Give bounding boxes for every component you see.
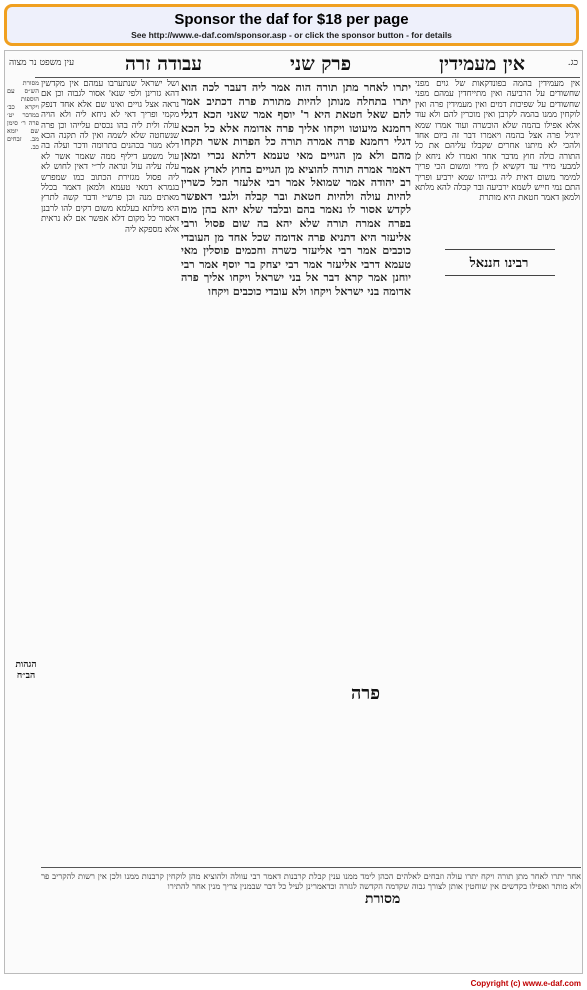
header-chapter-number: פרק שני [290, 52, 352, 75]
rabbenu-chananel-heading: רבינו חננאל [469, 256, 529, 271]
para-heading: פרה [351, 683, 380, 704]
sponsor-banner-title[interactable]: Sponsor the daf for $18 per page [174, 11, 409, 28]
tosafot-commentary: ושל ישראל שנתערבו עמהם אין מקדשין דהא גזרינן ולפי שנא' אסור לגבוה וכן אם נראה אצל גויים ואינו שם אלא אחד דנפק מקמי ופריך דאי לא ניחא ליה ולא הויה עולה ולית ליה בהו נכסים עלייהו וכן פרה שנשחטה שלא לשמה ואין לה תקנה הכא דלא מגזר בכהנים בתרומה ודכר ועלה בה עול משמע דיליף ממה שאמר אשר לא עלה עליה עול ונראה לר״י דאין לחוש לא ליה פסול מגזירת הכתוב כמו שמפרש בגמרא דמאי טעמא ולמאן דאמר בכלל מאתים מנה וכן פרש״י ודבר קשה לתרץ היא מילתא בעלמא משום דקים להו לרבנן דאסור כל מקום דלא אפשר אם לא נראית אלא מספקא ליה [41, 79, 179, 235]
footer-rule [41, 867, 581, 868]
sponsor-banner[interactable] [4, 4, 579, 46]
talmud-page [4, 50, 583, 974]
header-right-margin: כג. [567, 58, 578, 68]
left-margin-notes: מסורת הש״ס עם הוספות ויקרא כב׳ במדבר יט׳ פרה ר׳ סימן שם יומא מב. זבחים כב. [7, 79, 39, 151]
rabbenu-deco-bottom [445, 275, 555, 278]
header-left-margin: עין משפט נר מצוה [9, 58, 75, 68]
header-chapter-name: אין מעמידין [439, 52, 525, 75]
mesoret-heading: מסורת [365, 891, 401, 907]
gemara-main-text: יתרו לאחר מתן תורה הוה אמר ליה דעבר לכה הוא יתרו בתחלה מנותן להיות מתורת פרה דכתיב אמר להם שאל חטאת היא ר' יוסף אמר שאני הכא דגלי רחמנא מיעוטו ויקחו אליך פרה אדומה אלא כל הכא דגלי רחמנא פרה אמרה תורה כל הפרות אשר תקחו מהם ולא מן הגויים מאי טעמא דלתא נכרי ומאן דאמר אמרה תורה להוציא מן הגויים בחוץ לארץ אמר רב יהודה אמר שמואל אמר רבי אלעזר הכל כשרין להיות עולה ולהיות חטאת ובר קבלה ולגבי דאפשר לקדש אסור לו נאמר בהם ובלבד שלא יהא בהן מום בפרה אמרה תורה שלא יהא בה שום פסול ורבי אליעזר היא דתניא פרה אדומה שכל אחד מן העובדי כוכבים אמר רבי אליעזר כשרה וחכמים פוסלין מאי טעמא דרבי אליעזר אמר רבי יצחק בר יוסף אמר רבי יוחנן אמר קרא דבר אל בני ישראל ויקחו אליך פרה אדומה בני ישראל ויקחו ולא עובדי כוכבים ויקחו [181, 81, 411, 298]
copyright-notice[interactable]: Copyright (c) www.e-daf.com [470, 979, 581, 988]
sponsor-banner-subtitle[interactable]: See http://www.e-daf.com/sponsor.asp - or click the sponsor button - for details [131, 30, 452, 40]
header-rule [35, 77, 580, 78]
page-header [125, 53, 525, 75]
rabbenu-deco-top [445, 249, 555, 252]
header-tractate-name: עבודה זרה [125, 52, 203, 75]
hagahot-heading: הגהות הב״ח [15, 660, 37, 681]
footer-commentary: אחר יתרו לאחר מתן תורה ויקח יתרו עולה וזבחים לאלהים הכהן לימד ממנו ענין קבלת קרבנות דאמר רבי עוולה ולהוציא מהן לוקחין קרבנות ממנו ולכן אין רשות להקריב פר ולא מותר ואפילו בקדשים אין שוחטין אותן לצורך גבוה שקדמה הקדשה לגזרה וכדאמרינן לעיל כל דבר שבמנין צריך מנין אחר להתירו [41, 871, 581, 891]
rashi-commentary: אין מעמידין בהמה בפונדקאות של גוים מפני שחשודים על הרביעה ואין מתייחדין עמהם מפני שחשודים על שפיכות דמים ואין מעמידין פרה ואין לוקחין ממנו בהמה לקרבן ואין מוכרין להם ולא עוד אלא אפילו בהמה שלא הוכשרה ועוד אמרו שמא ירגיל פרה אצל בהמה ויאמרו דבר זה ביום אחד ולהכי לא מיתנו אחרים שקבלו עליהם את כל התורה כולה חוץ מדבר אחד ואמרו לא ניחא לן למבעי מידי עד דקשיא לן מידי ומשום הכי פריך למימר משום דאית ליה גבייהו שמא ירביע ופריך התם נמי חייש לשמא ירביעה ובר קבלה להא מלתא ולמאן דאמר חטאת היא מותרת [415, 79, 580, 204]
